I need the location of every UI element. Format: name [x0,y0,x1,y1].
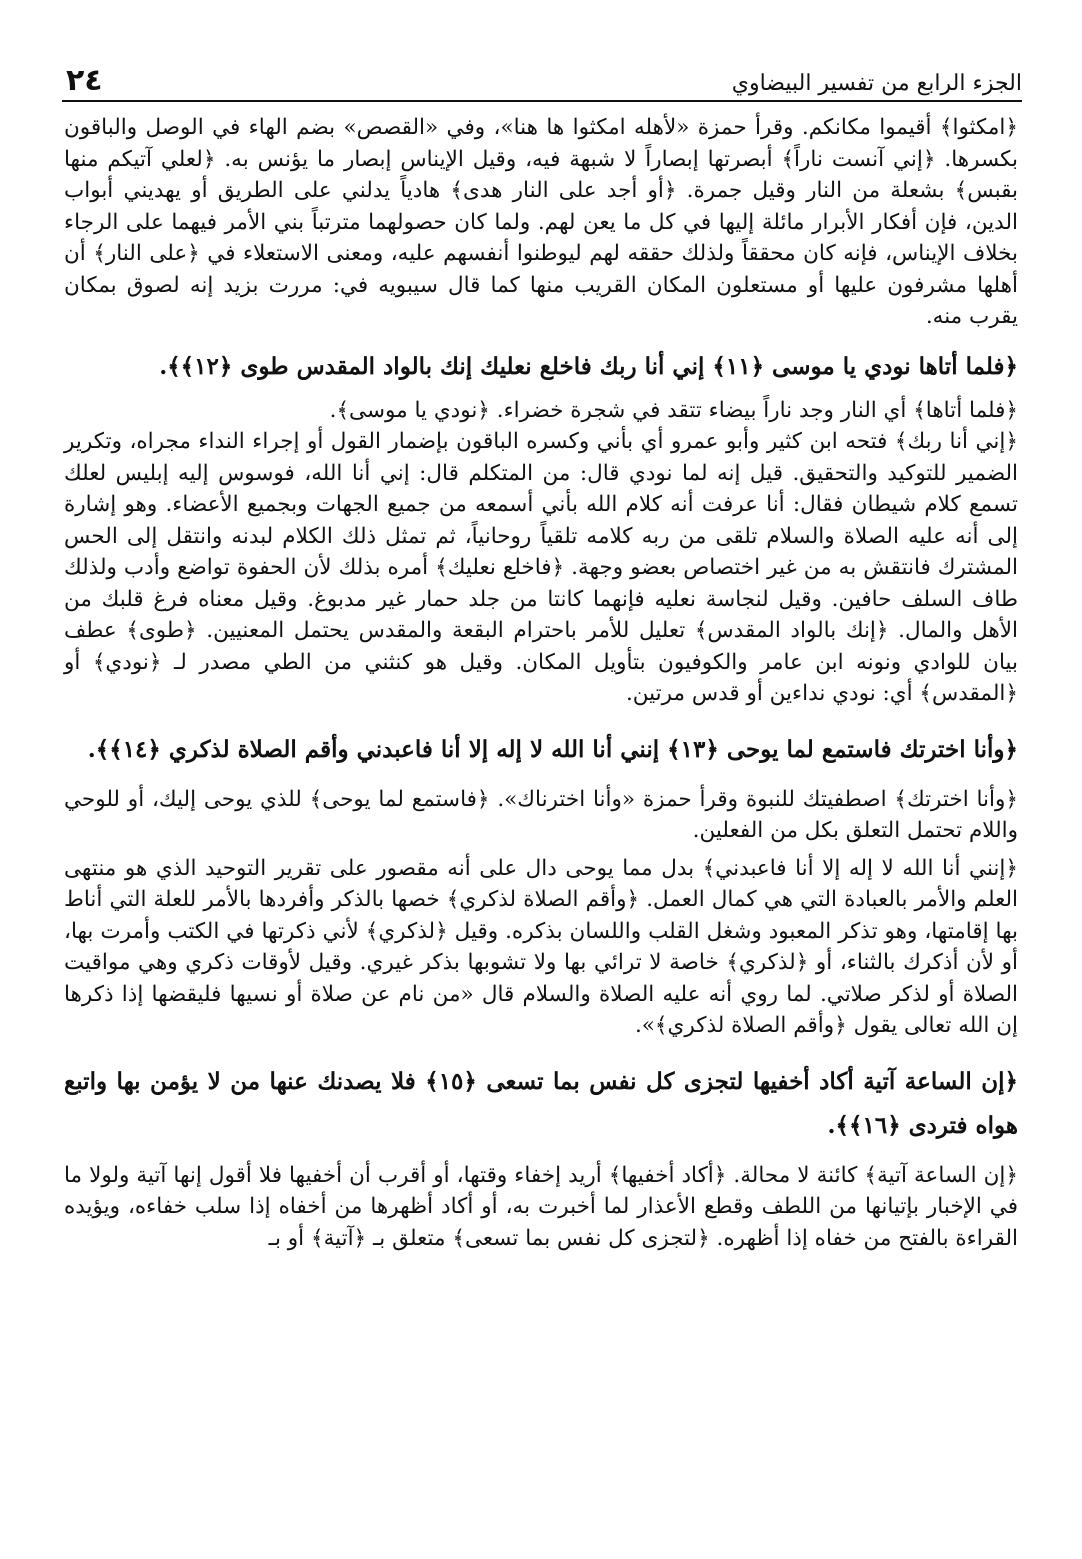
header-rule [62,100,1022,102]
commentary-paragraph: ﴿فلما أتاها﴾ أي النار وجد ناراً بيضاء تتقد في شجرة خضراء. ﴿نودي يا موسى﴾. [329,397,1018,423]
commentary-body [64,112,1018,1254]
running-title: الجزء الرابع من تفسير البيضاوي [731,71,1022,96]
commentary-paragraph: ﴿وأنا اخترتك﴾ اصطفيتك للنبوة وقرأ حمزة «وأنا اخترناك». ﴿فاستمع لما يوحى﴾ للذي يوحى إليك، أو للوحي واللام تحتمل التعلق بكل من الفعلين. [64,786,1018,843]
commentary-paragraph: ﴿إني أنا ربك﴾ فتحه ابن كثير وأبو عمرو أي بأني وكسره الباقون بإضمار القول أو إجراء النداء مجراه، وتكرير الضمير للتوكيد والتحقيق. قيل إنه لما نودي قال: من المتكلم قال: إني أنا الله، فوسوس إليه إبليس لعلك تسمع كلام شيطان فقال: أنا عرفت أنه كلام الله بأني أسمعه من جميع الجهات وبجميع الأعضاء. وهو إشارة إلى أنه عليه الصلاة والسلام تلقى من ربه كلامه تلقياً روحانياً، ثم تمثل ذلك الكلام لبدنه وانتقل إلى الحس المشترك فانتقش به من غير اختصاص بعضو وجهة. ﴿فاخلع نعليك﴾ أمره بذلك لأن الحفوة تواضع وأدب ولذلك طاف السلف حافين. وقيل لنجاسة نعليه فإنهما كانتا من جلد حمار غير مدبوغ. وقيل معناه فرغ قلبك من الأهل والمال. ﴿إنك بالواد المقدس﴾ تعليل للأمر باحترام البقعة والمقدس يحتمل المعنيين. ﴿طوى﴾ عطف بيان للوادي ونونه ابن عامر والكوفيون بتأويل المكان. وقيل هو كنثني من الطي مصدر لـ ﴿نودي﴾ أو ﴿المقدس﴾ أي: نودي نداءين أو قدس مرتين. [64,429,1018,706]
quran-verse-13-14: ﴿وأنا اخترتك فاستمع لما يوحى ﴿١٣﴾ إنني أنا الله لا إله إلا أنا فاعبدني وأقم الصلاة لذكري ﴿١٤﴾﴾. [87,735,1018,763]
commentary-paragraph: ﴿امكثوا﴾ أقيموا مكانكم. وقرأ حمزة «لأهله امكثوا ها هنا»، وفي «القصص» بضم الهاء في الوصل والباقون بكسرها. ﴿إني آنست ناراً﴾ أبصرتها إبصاراً لا شبهة فيه، وقيل الإيناس إبصار ما يؤنس به. ﴿لعلي آتيكم منها بقبس﴾ بشعلة من النار وقيل جمرة. ﴿أو أجد على النار هدى﴾ هادياً يدلني على الطريق أو يهديني أبواب الدين، فإن أفكار الأبرار مائلة إليها في كل ما يعن لهم. ولما كان حصولهما مترتباً بني الأمر فيهما على الرجاء بخلاف الإيناس، فإنه كان محققاً ولذلك حققه لهم ليوطنوا أنفسهم عليه، ومعنى الاستعلاء في ﴿على النار﴾ أن أهلها مشرفون عليها أو مستعلون المكان القريب منها كما قال سيبويه في: مررت بزيد إنه لصوق بمكان يقرب منه. [64,115,1018,329]
page-number: ٢٤ [66,63,103,98]
quran-verse-11-12: ﴿فلما أتاها نودي يا موسى ﴿١١﴾ إني أنا ربك فاخلع نعليك إنك بالواد المقدس طوى ﴿١٢﴾﴾. [159,352,1018,380]
commentary-paragraph: ﴿إنني أنا الله لا إله إلا أنا فاعبدني﴾ بدل مما يوحى دال على أنه مقصور على تقرير التوحيد الذي هو منتهى العلم والأمر بالعبادة التي هي كمال العمل. ﴿وأقم الصلاة لذكري﴾ خصها بالذكر وأفردها بالأمر للعلة التي أناط بها إقامتها، وهو تذكر المعبود وشغل القلب واللسان بذكره. وقيل ﴿لذكري﴾ لأني ذكرتها في الكتب وأمرت بها، أو لأن أذكرك بالثناء، أو ﴿لذكري﴾ خاصة لا ترائي بها ولا تشوبها بذكر غيري. وقيل لأوقات ذكري وهي مواقيت الصلاة أو لذكر صلاتي. لما روي أنه عليه الصلاة والسلام قال «من نام عن صلاة أو نسيها فليقضها إذا ذكرها إن الله تعالى يقول ﴿وأقم الصلاة لذكري﴾». [64,855,1018,1038]
page-header [66,44,1022,96]
quran-verse-15-16: ﴿إن الساعة آتية أكاد أخفيها لتجزى كل نفس بما تسعى ﴿١٥﴾ فلا يصدنك عنها من لا يؤمن بها واتبع هواه فتردى ﴿١٦﴾﴾. [64,1067,1018,1139]
commentary-paragraph: ﴿إن الساعة آتية﴾ كائنة لا محالة. ﴿أكاد أخفيها﴾ أريد إخفاء وقتها، أو أقرب أن أخفيها فلا أقول إنها آتية ولولا ما في الإخبار بإتيانها من اللطف وقطع الأعذار لما أخبرت به، أو أكاد أظهرها من أخفاه إذا سلب خفاءه، ويؤيده القراءة بالفتح من خفاه إذا أظهره. ﴿لتجزى كل نفس بما تسعى﴾ متعلق بـ ﴿آتية﴾ أو بـ [64,1162,1018,1251]
